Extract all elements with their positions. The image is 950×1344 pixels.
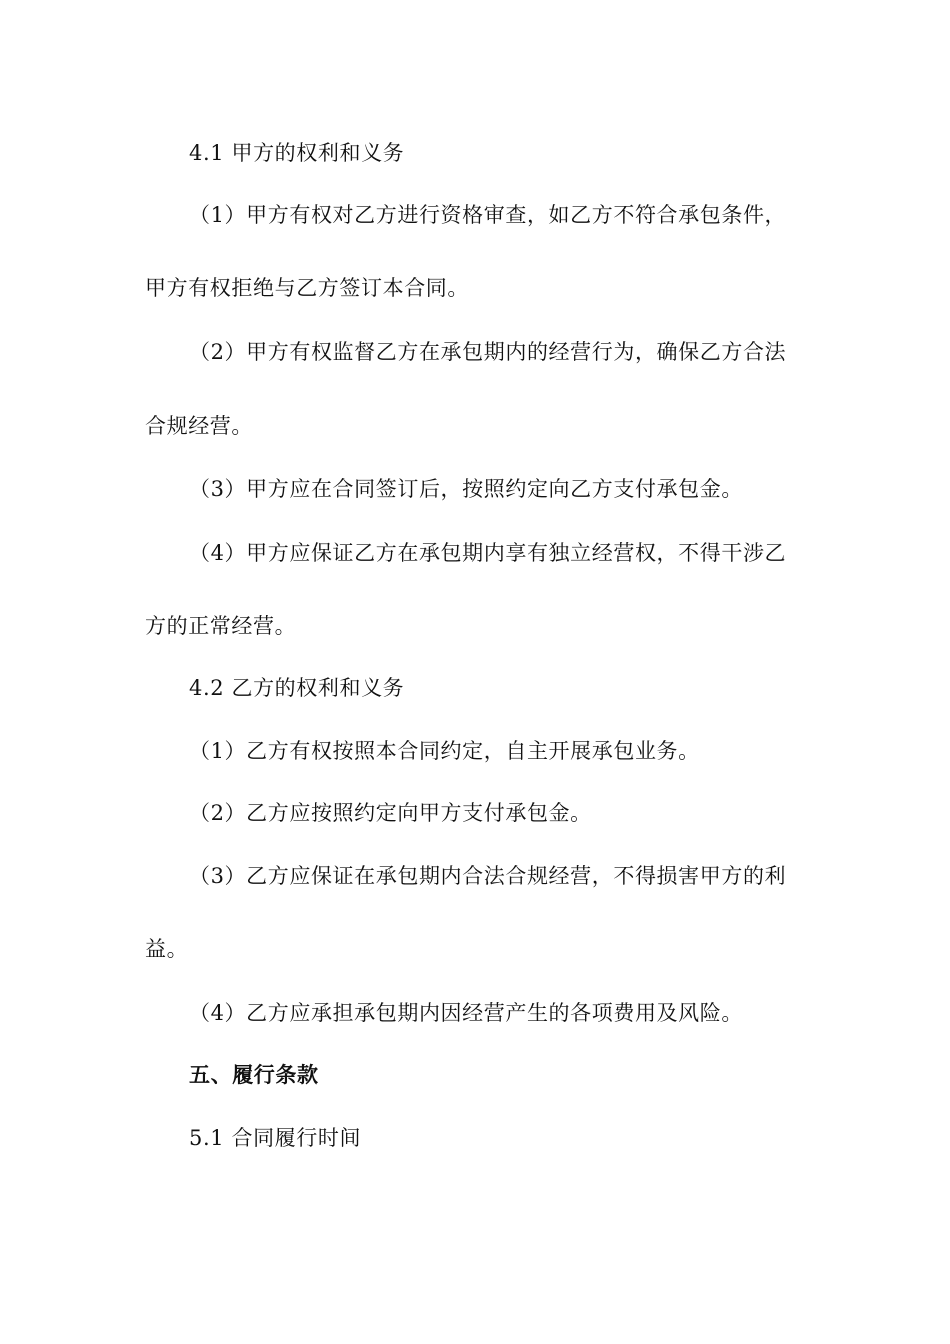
paragraph-line: 甲方有权拒绝与乙方签订本合同。 (145, 276, 469, 300)
paragraph-line: （3）甲方应在合同签订后，按照约定向乙方支付承包金。 (189, 477, 743, 501)
paragraph-line: 益。 (145, 937, 189, 961)
section-heading-5-1: 5.1 合同履行时间 (189, 1126, 362, 1150)
chapter-heading: 五、履行条款 (189, 1062, 319, 1087)
paragraph-line: （1）甲方有权对乙方进行资格审查，如乙方不符合承包条件， (189, 203, 787, 227)
paragraph-line: （2）甲方有权监督乙方在承包期内的经营行为，确保乙方合法 (189, 340, 787, 364)
paragraph-line: （2）乙方应按照约定向甲方支付承包金。 (189, 801, 592, 825)
paragraph-line: （3）乙方应保证在承包期内合法合规经营，不得损害甲方的利 (189, 864, 787, 888)
paragraph-line: 合规经营。 (145, 414, 253, 438)
section-heading-4-1: 4.1 甲方的权利和义务 (189, 141, 405, 165)
paragraph-line: （4）乙方应承担承包期内因经营产生的各项费用及风险。 (189, 1001, 743, 1025)
paragraph-line: （4）甲方应保证乙方在承包期内享有独立经营权，不得干涉乙 (189, 541, 787, 565)
paragraph-line: （1）乙方有权按照本合同约定，自主开展承包业务。 (189, 739, 700, 763)
paragraph-line: 方的正常经营。 (145, 614, 297, 638)
section-heading-4-2: 4.2 乙方的权利和义务 (189, 676, 405, 700)
